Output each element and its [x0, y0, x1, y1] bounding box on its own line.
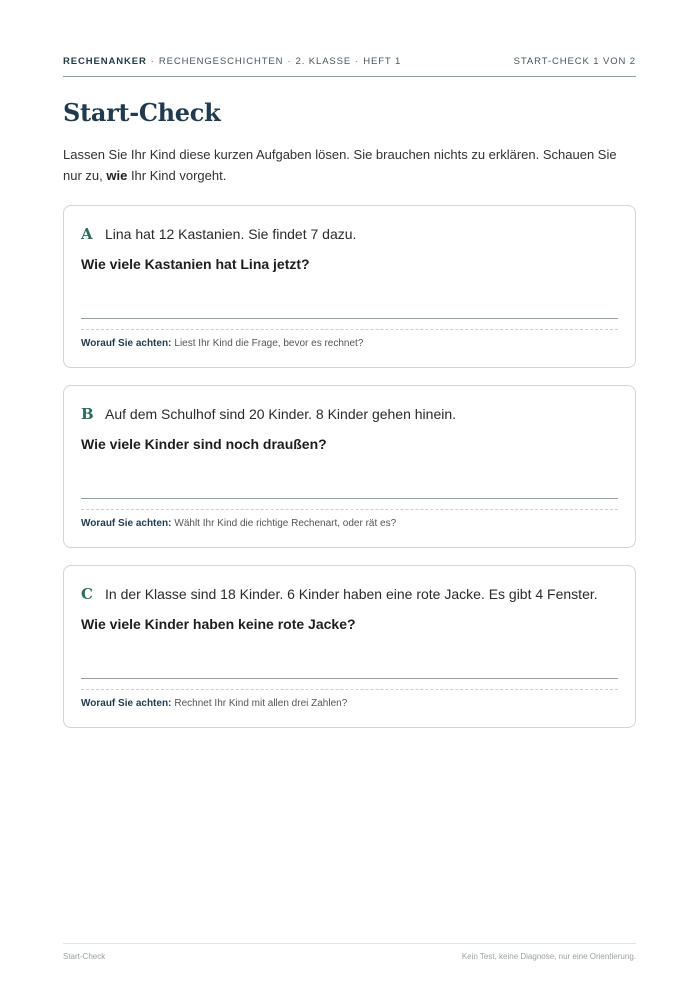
task-story-line — [81, 405, 618, 423]
task-letter: B — [81, 405, 94, 423]
breadcrumb-item: HEFT 1 — [363, 56, 402, 67]
breadcrumb-separator: · — [287, 56, 292, 67]
answer-line — [81, 318, 618, 319]
hint-label: Worauf Sie achten: — [81, 518, 172, 529]
hint-text: Liest Ihr Kind die Frage, bevor es rechnet? — [174, 338, 364, 349]
task-story: Auf dem Schulhof sind 20 Kinder. 8 Kinder gehen hinein. — [105, 406, 457, 422]
observation-hint — [81, 698, 618, 709]
hint-label: Worauf Sie achten: — [81, 338, 172, 349]
task-story: In der Klasse sind 18 Kinder. 6 Kinder haben eine rote Jacke. Es gibt 4 Fenster. — [105, 586, 598, 602]
dashed-divider — [81, 509, 618, 510]
header-breadcrumb — [63, 56, 401, 67]
task-card-a — [63, 205, 636, 368]
running-header — [63, 56, 636, 77]
task-letter: C — [81, 585, 93, 603]
task-story-line — [81, 225, 618, 243]
page-title: Start-Check — [63, 98, 221, 127]
footer-left: Start-Check — [63, 952, 106, 961]
hint-text: Wählt Ihr Kind die richtige Rechenart, oder rät es? — [174, 518, 397, 529]
task-letter: A — [81, 225, 93, 243]
intro-text — [63, 144, 636, 186]
page-indicator: START-CHECK 1 VON 2 — [513, 56, 636, 67]
footer-right: Kein Test, keine Diagnose, nur eine Orientierung. — [461, 952, 636, 961]
task-story: Lina hat 12 Kastanien. Sie findet 7 dazu. — [105, 226, 357, 242]
task-card-c — [63, 565, 636, 728]
dashed-divider — [81, 329, 618, 330]
breadcrumb-item: RECHENGESCHICHTEN — [158, 56, 284, 67]
observation-hint — [81, 338, 618, 349]
task-story-line — [81, 585, 618, 603]
task-question: Wie viele Kinder haben keine rote Jacke? — [81, 616, 356, 632]
breadcrumb-separator: · — [150, 56, 155, 67]
breadcrumb-separator: · — [355, 56, 360, 67]
task-question: Wie viele Kastanien hat Lina jetzt? — [81, 256, 310, 272]
task-question: Wie viele Kinder sind noch draußen? — [81, 436, 327, 452]
task-card-b — [63, 385, 636, 548]
answer-line — [81, 678, 618, 679]
intro-text-emphasis: wie — [106, 168, 128, 183]
hint-label: Worauf Sie achten: — [81, 698, 172, 709]
brand-name: RECHENANKER — [63, 56, 147, 67]
observation-hint — [81, 518, 618, 529]
answer-line — [81, 498, 618, 499]
page-footer — [63, 943, 636, 961]
dashed-divider — [81, 689, 618, 690]
intro-text-start: Lassen Sie Ihr Kind diese kurzen Aufgaben lösen. Sie brauchen nichts zu erklären. Schauen Sie nur zu, — [63, 147, 617, 183]
breadcrumb-item: 2. KLASSE — [295, 56, 352, 67]
intro-text-end: Ihr Kind vorgeht. — [127, 168, 227, 183]
hint-text: Rechnet Ihr Kind mit allen drei Zahlen? — [174, 698, 348, 709]
worksheet-page — [63, 0, 636, 990]
